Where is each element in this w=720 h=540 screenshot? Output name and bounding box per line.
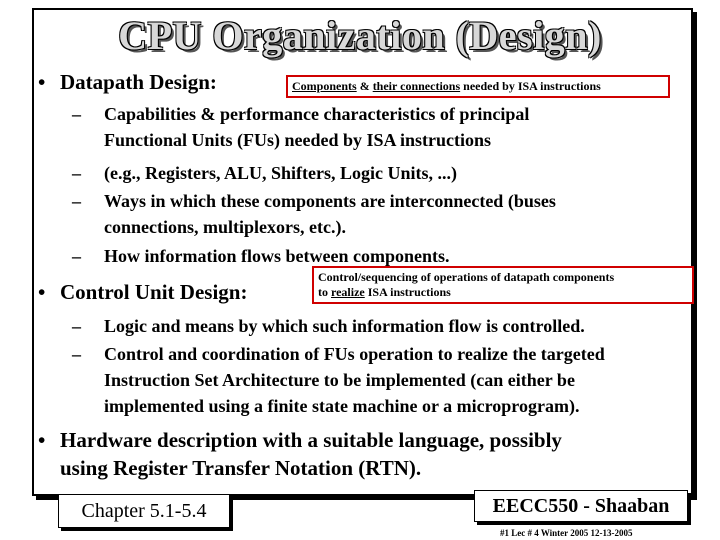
control-note-to: to xyxy=(318,285,331,299)
bullet-dot: • xyxy=(38,428,46,452)
datapath-item-1: – Capabilities & performance characteristics of principal Functional Units (FUs) needed by ISA instructions xyxy=(72,101,529,153)
control-item-2: – Control and coordination of FUs operation to realize the targeted Instruction Set Architecture to be implemented (can either be implemented using a finite state machine or a microprogram). xyxy=(72,341,605,419)
datapath-note-connections: their connections xyxy=(372,79,461,93)
bullet-datapath xyxy=(38,70,217,95)
datapath-note-rest: needed by ISA instructions xyxy=(460,79,601,93)
datapath-item-1-line-1: Capabilities & performance characteristics of principal xyxy=(104,104,530,124)
datapath-item-1-line-2: Functional Units (FUs) needed by ISA instructions xyxy=(104,130,492,150)
control-item-1: – Logic and means by which such information flow is controlled. xyxy=(72,316,585,336)
bullet-dot: • xyxy=(38,280,46,304)
chapter-box: Chapter 5.1-5.4 xyxy=(58,494,230,528)
datapath-item-4-line-1: How information flows between components. xyxy=(104,246,450,266)
datapath-item-2-line-1: (e.g., Registers, ALU, Shifters, Logic Units, ...) xyxy=(104,163,457,183)
control-item-2-line-1: Control and coordination of FUs operation to realize the targeted xyxy=(104,344,605,364)
bullet-dot: • xyxy=(38,70,46,94)
control-note-rest: ISA instructions xyxy=(364,285,451,299)
datapath-note-box xyxy=(286,75,670,98)
bullet-hardware-line-2: using Register Transfer Notation (RTN). xyxy=(60,456,422,480)
bullet-datapath-label: Datapath Design: xyxy=(60,70,217,94)
lecture-info: #1 Lec # 4 Winter 2005 12-13-2005 xyxy=(500,528,633,538)
bullet-hardware xyxy=(38,426,562,482)
datapath-item-4: – How information flows between components. xyxy=(72,246,450,266)
datapath-item-3-line-1: Ways in which these components are interconnected (buses xyxy=(104,191,556,211)
datapath-item-2: – (e.g., Registers, ALU, Shifters, Logic Units, ...) xyxy=(72,163,457,183)
control-item-2-line-2: Instruction Set Architecture to be implemented (can either be xyxy=(104,370,575,390)
bullet-control xyxy=(38,280,247,305)
datapath-item-3-line-2: connections, multiplexors, etc.). xyxy=(104,217,346,237)
bullet-control-label: Control Unit Design: xyxy=(60,280,248,304)
control-note-realize: realize xyxy=(331,285,365,299)
control-note-box xyxy=(312,266,694,304)
datapath-note-components: Components xyxy=(292,79,357,93)
datapath-note-and: & xyxy=(356,79,373,93)
slide-title: CPU Organization (Design) xyxy=(118,13,602,58)
control-item-2-line-3: implemented using a finite state machine or a microprogram). xyxy=(104,396,580,416)
control-item-1-line-1: Logic and means by which such information flow is controlled. xyxy=(104,316,585,336)
bullet-hardware-line-1: Hardware description with a suitable language, possibly xyxy=(60,428,562,452)
datapath-item-3: – Ways in which these components are interconnected (buses connections, multiplexors, etc.). xyxy=(72,188,556,240)
course-box: EECC550 - Shaaban xyxy=(474,490,688,522)
control-note-line-1: Control/sequencing of operations of datapath components xyxy=(318,270,615,284)
